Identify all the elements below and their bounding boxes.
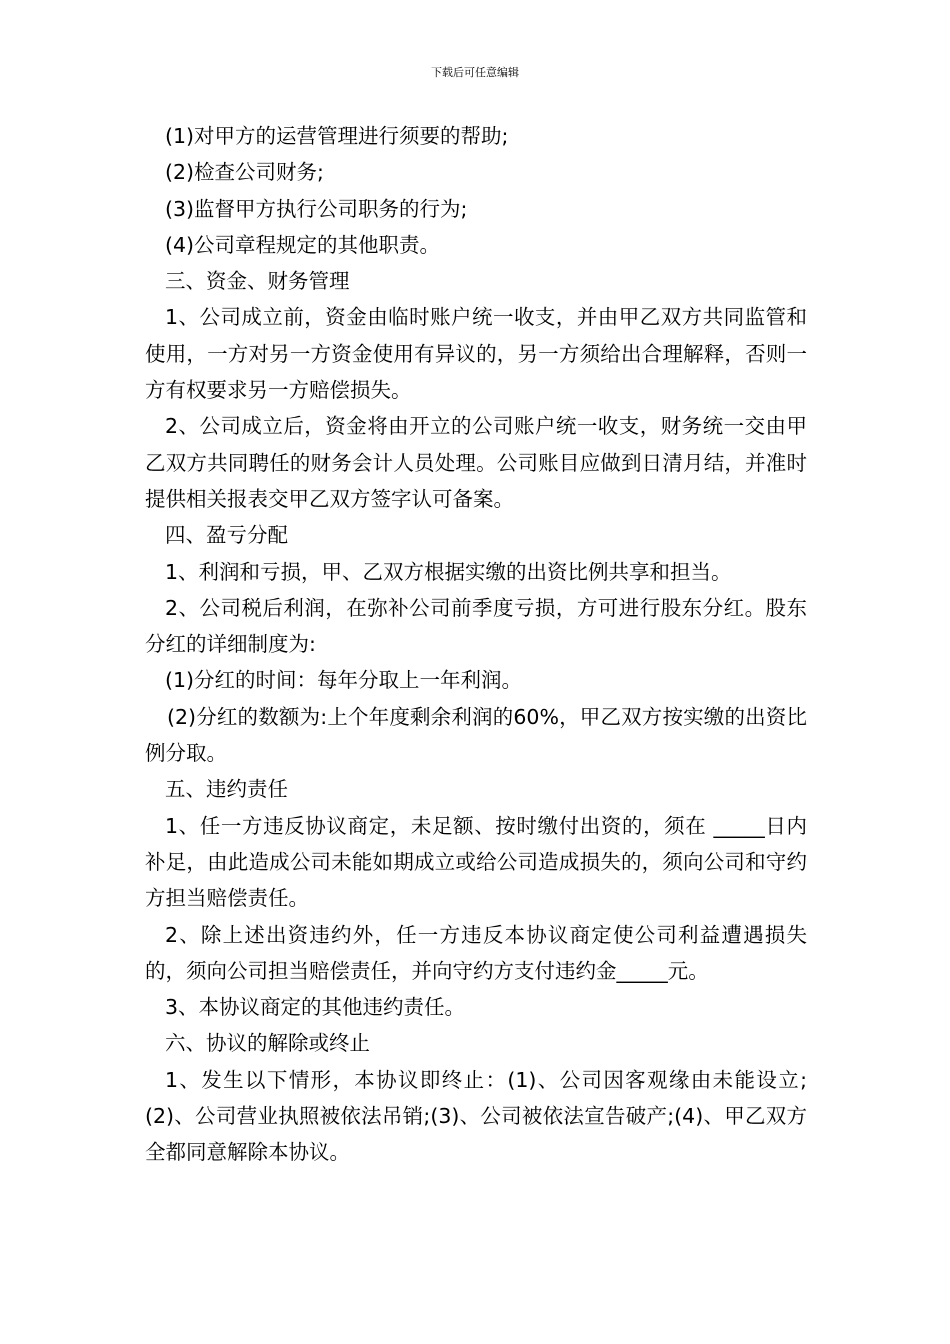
paragraph-profit-2: 2、公司税后利润，在弥补公司前季度亏损，方可进行股东分红。股东分红的详细制度为:: [145, 595, 807, 657]
paragraph-liability-3: 3、本协议商定的其他违约责任。: [165, 995, 466, 1020]
paragraph-finance-1: 1、公司成立前，资金由临时账户统一收支，并由甲乙双方共同监管和使用，一方对另一方资金使用有异议的，另一方须给出合理解释，否则一方有权要求另一方赔偿损失。: [145, 305, 807, 403]
paragraph-duty-4: (4)公司章程规定的其他职责。: [165, 232, 441, 257]
section-heading-profit: 四、盈亏分配: [165, 523, 288, 548]
page-header: 下载后可任意编辑: [431, 66, 519, 79]
document-body: [145, 118, 807, 1171]
section-heading-finance: 三、资金、财务管理: [165, 269, 350, 294]
paragraph-liability-1: 1、任一方违反协议商定，未足额、按时缴付出资的，须在 _____日内补足，由此造成公司未能如期成立或给公司造成损失的，须向公司和守约方担当赔偿责任。: [145, 813, 807, 911]
paragraph-liability-2: 2、除上述出资违约外，任一方违反本协议商定使公司利益遭遇损失的，须向公司担当赔偿责任，并向守约方支付违约金_____元。: [145, 922, 807, 983]
paragraph-duty-2: (2)检查公司财务;: [165, 160, 324, 185]
section-heading-liability: 五、违约责任: [165, 777, 288, 802]
paragraph-duty-3: (3)监督甲方执行公司职务的行为;: [165, 196, 468, 221]
paragraph-termination-1: 1、发生以下情形，本协议即终止：(1)、公司因客观缘由未能设立;(2)、公司营业执照被依法吊销;(3)、公司被依法宣告破产;(4)、甲乙双方全都同意解除本协议。: [145, 1067, 807, 1165]
paragraph-finance-2: 2、公司成立后，资金将由开立的公司账户统一收支，财务统一交由甲乙双方共同聘任的财务会计人员处理。公司账目应做到日清月结，并准时提供相关报表交甲乙双方签字认可备案。: [145, 414, 807, 511]
paragraph-dividend-time: (1)分红的时间：每年分取上一年利润。: [165, 668, 523, 693]
paragraph-duty-1: (1)对甲方的运营管理进行须要的帮助;: [165, 124, 509, 148]
paragraph-profit-1: 1、利润和亏损，甲、乙双方根据实缴的出资比例共享和担当。: [165, 559, 732, 584]
paragraph-dividend-amount: (2)分红的数额为:上个年度剩余利润的60%，甲乙双方按实缴的出资比例分取。: [145, 704, 807, 766]
section-heading-termination: 六、协议的解除或终止: [165, 1031, 370, 1056]
